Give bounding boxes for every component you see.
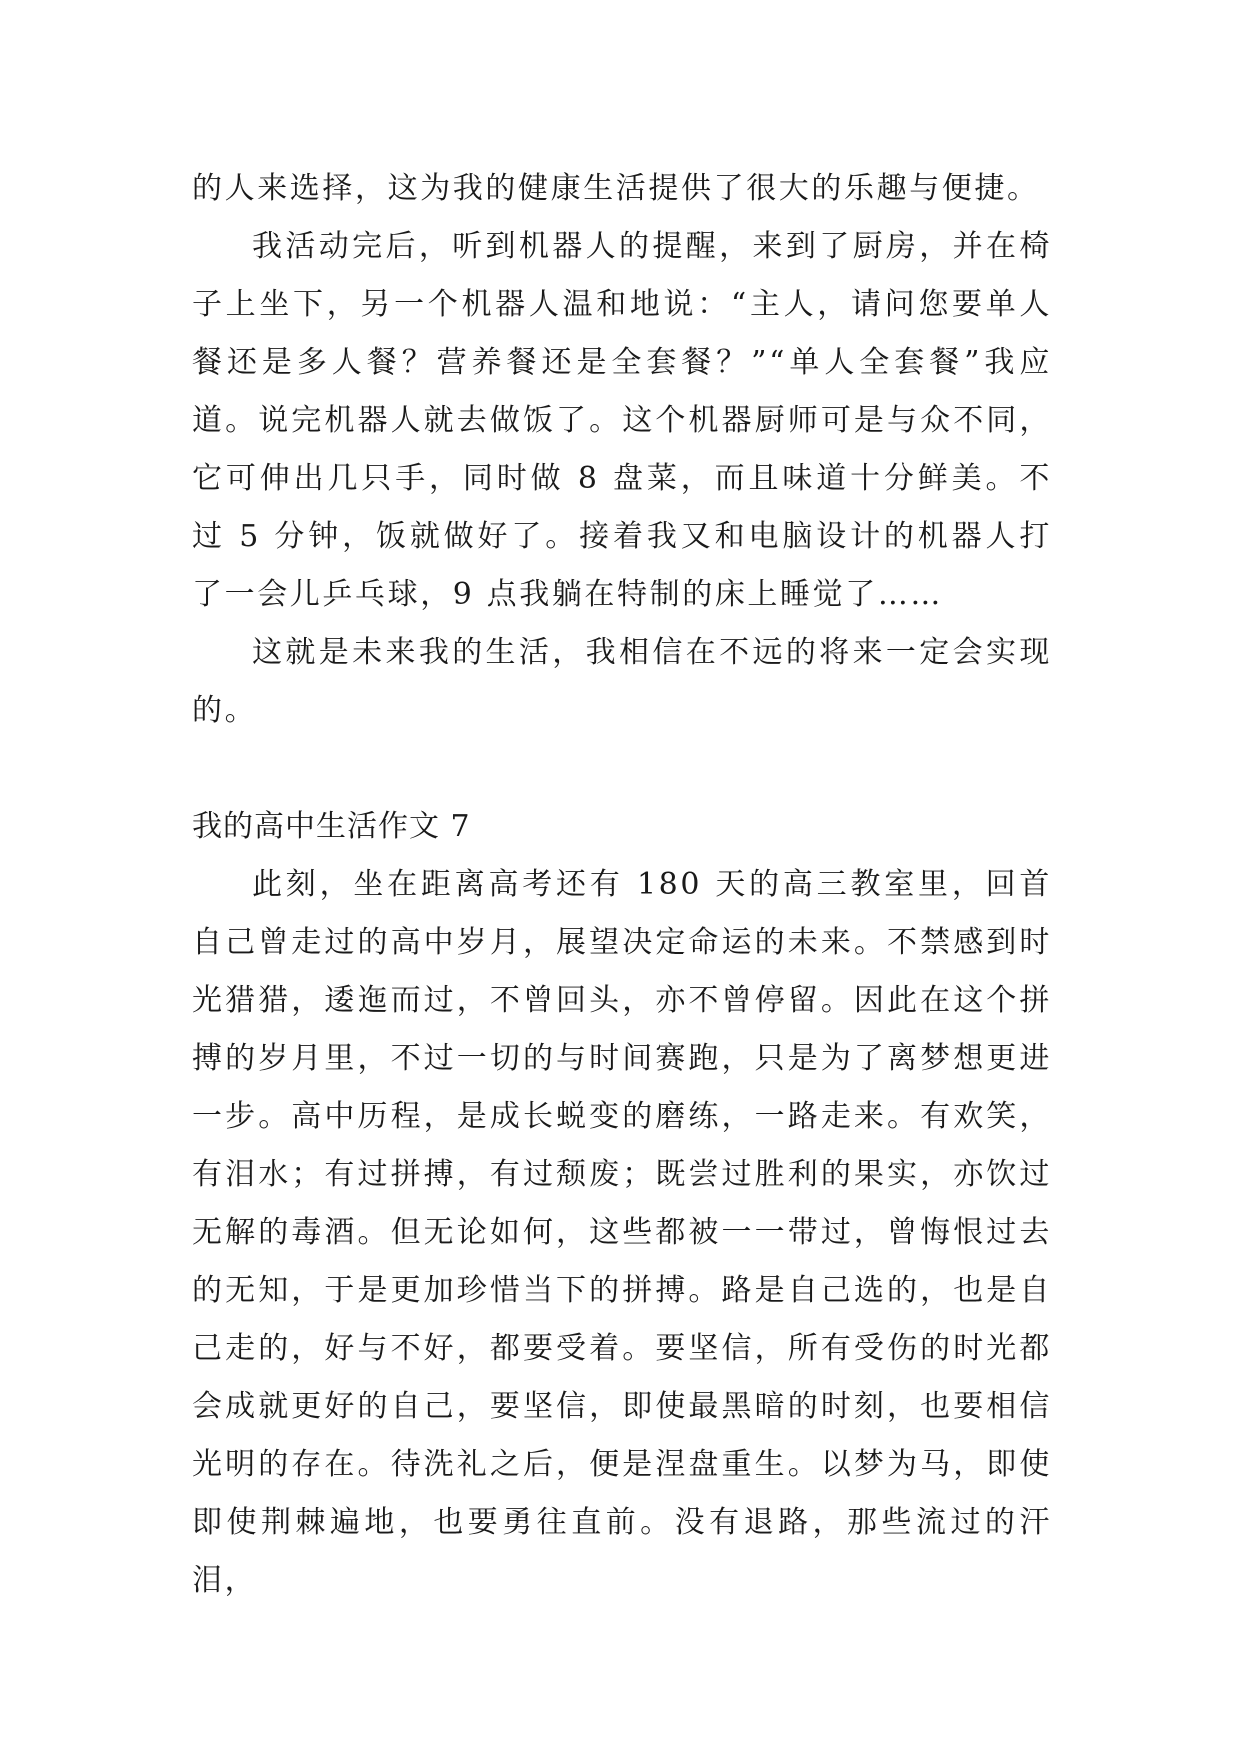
document-body bbox=[192, 160, 1052, 1610]
paragraph-high-school-life: 此刻，坐在距离高考还有 180 天的高三教室里，回首自己曾走过的高中岁月，展望决定命运的未来。不禁感到时光猎猎，逶迤而过，不曾回头，亦不曾停留。因此在这个拼搏的岁月里，不过一切的与时间赛跑，只是为了离梦想更进一步。高中历程，是成长蜕变的磨练，一路走来。有欢笑，有泪水；有过拼搏，有过颓废；既尝过胜利的果实，亦饮过无解的毒酒。但无论如何，这些都被一一带过，曾悔恨过去的无知，于是更加珍惜当下的拼搏。路是自己选的，也是自己走的，好与不好，都要受着。要坚信，所有受伤的时光都会成就更好的自己，要坚信，即使最黑暗的时刻，也要相信光明的存在。待洗礼之后，便是涅盘重生。以梦为马，即使即使荆棘遍地，也要勇往直前。没有退路，那些流过的汗泪， bbox=[192, 867, 1052, 1598]
essay-heading: 我的高中生活作文 7 bbox=[192, 809, 471, 844]
paragraph-continued: 的人来选择，这为我的健康生活提供了很大的乐趣与便捷。 bbox=[192, 171, 1040, 206]
paragraph-kitchen-robot: 我活动完后，听到机器人的提醒，来到了厨房，并在椅子上坐下，另一个机器人温和地说：“主人，请问您要单人餐还是多人餐？营养餐还是全套餐？”“单人全套餐”我应道。说完机器人就去做饭了。这个机器厨师可是与众不同，它可伸出几只手，同时做 8 盘菜，而且味道十分鲜美。不过 5 分钟，饭就做好了。接着我又和电脑设计的机器人打了一会儿乒乓球，9 点我躺在特制的床上睡觉了…… bbox=[192, 229, 1052, 612]
section-spacer bbox=[192, 740, 1052, 798]
paragraph-future-life: 这就是未来我的生活，我相信在不远的将来一定会实现的。 bbox=[192, 635, 1052, 728]
